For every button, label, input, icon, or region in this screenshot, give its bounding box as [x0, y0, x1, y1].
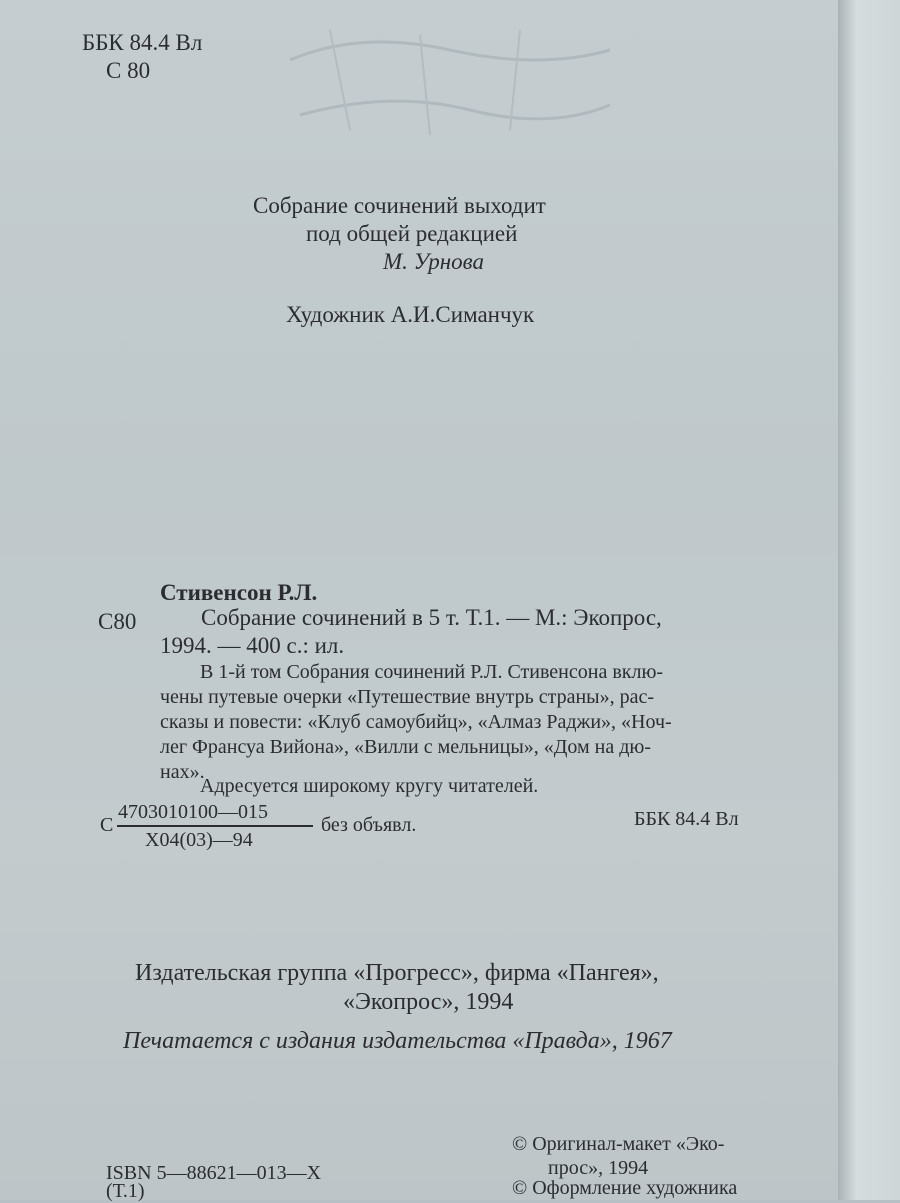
page-edge	[838, 0, 900, 1200]
editorial-line-2: под общей редакцией	[306, 221, 518, 246]
catalog-title-line-2: 1994. — 400 с.: ил.	[160, 633, 345, 658]
formula-denominator: Х04(03)—94	[145, 829, 253, 851]
annotation-line-4: лег Франсуа Вийона», «Вилли с мельницы», «Дом на дю-	[160, 736, 652, 758]
formula-letter: С	[100, 814, 114, 836]
catalog-code: С80	[98, 609, 137, 634]
catalog-title-line-1: Собрание сочинений в 5 т. Т.1. — М.: Экопрос,	[201, 605, 662, 630]
annotation-line-5: нах».	[160, 761, 205, 783]
catalog-bbk: ББК 84.4 Вл	[634, 808, 739, 830]
audience-note: Адресуется широкому кругу читателей.	[200, 775, 539, 797]
publisher-line-2: «Экопрос», 1994	[343, 989, 514, 1015]
author-code-top: С 80	[106, 58, 151, 83]
volume-label: (Т.1)	[106, 1180, 145, 1202]
editor-name: М. Урнова	[383, 249, 484, 274]
no-advert-note: без объявл.	[321, 814, 417, 836]
annotation-line-1: В 1-й том Собрания сочинений Р.Л. Стивенсона вклю-	[200, 661, 664, 683]
copyright-layout-2: прос», 1994	[548, 1157, 649, 1179]
reprint-note: Печатается с издания издательства «Правда», 1967	[123, 1028, 672, 1054]
isbn: ISBN 5—88621—013—X	[106, 1162, 322, 1184]
catalog-author: Стивенсон Р.Л.	[160, 580, 318, 605]
annotation-line-3: сказы и повести: «Клуб самоубийц», «Алмаз Раджи», «Ноч-	[160, 711, 672, 733]
copyright-layout-1: © Оригинал-макет «Эко-	[512, 1133, 725, 1155]
formula-numerator: 4703010100—015	[118, 801, 268, 823]
artist-credit: Художник А.И.Симанчук	[286, 302, 535, 327]
publisher-line-1: Издательская группа «Прогресс», фирма «Пангея»,	[135, 960, 659, 986]
bbk-index-top: ББК 84.4 Вл	[82, 30, 203, 55]
editorial-line-1: Собрание сочинений выходит	[253, 193, 546, 218]
show-through-illustration	[270, 20, 630, 140]
annotation-line-2: чены путевые очерки «Путешествие внутрь страны», рас-	[160, 686, 655, 708]
copyright-design: © Оформление художника	[512, 1177, 738, 1199]
fraction-bar	[117, 825, 313, 827]
